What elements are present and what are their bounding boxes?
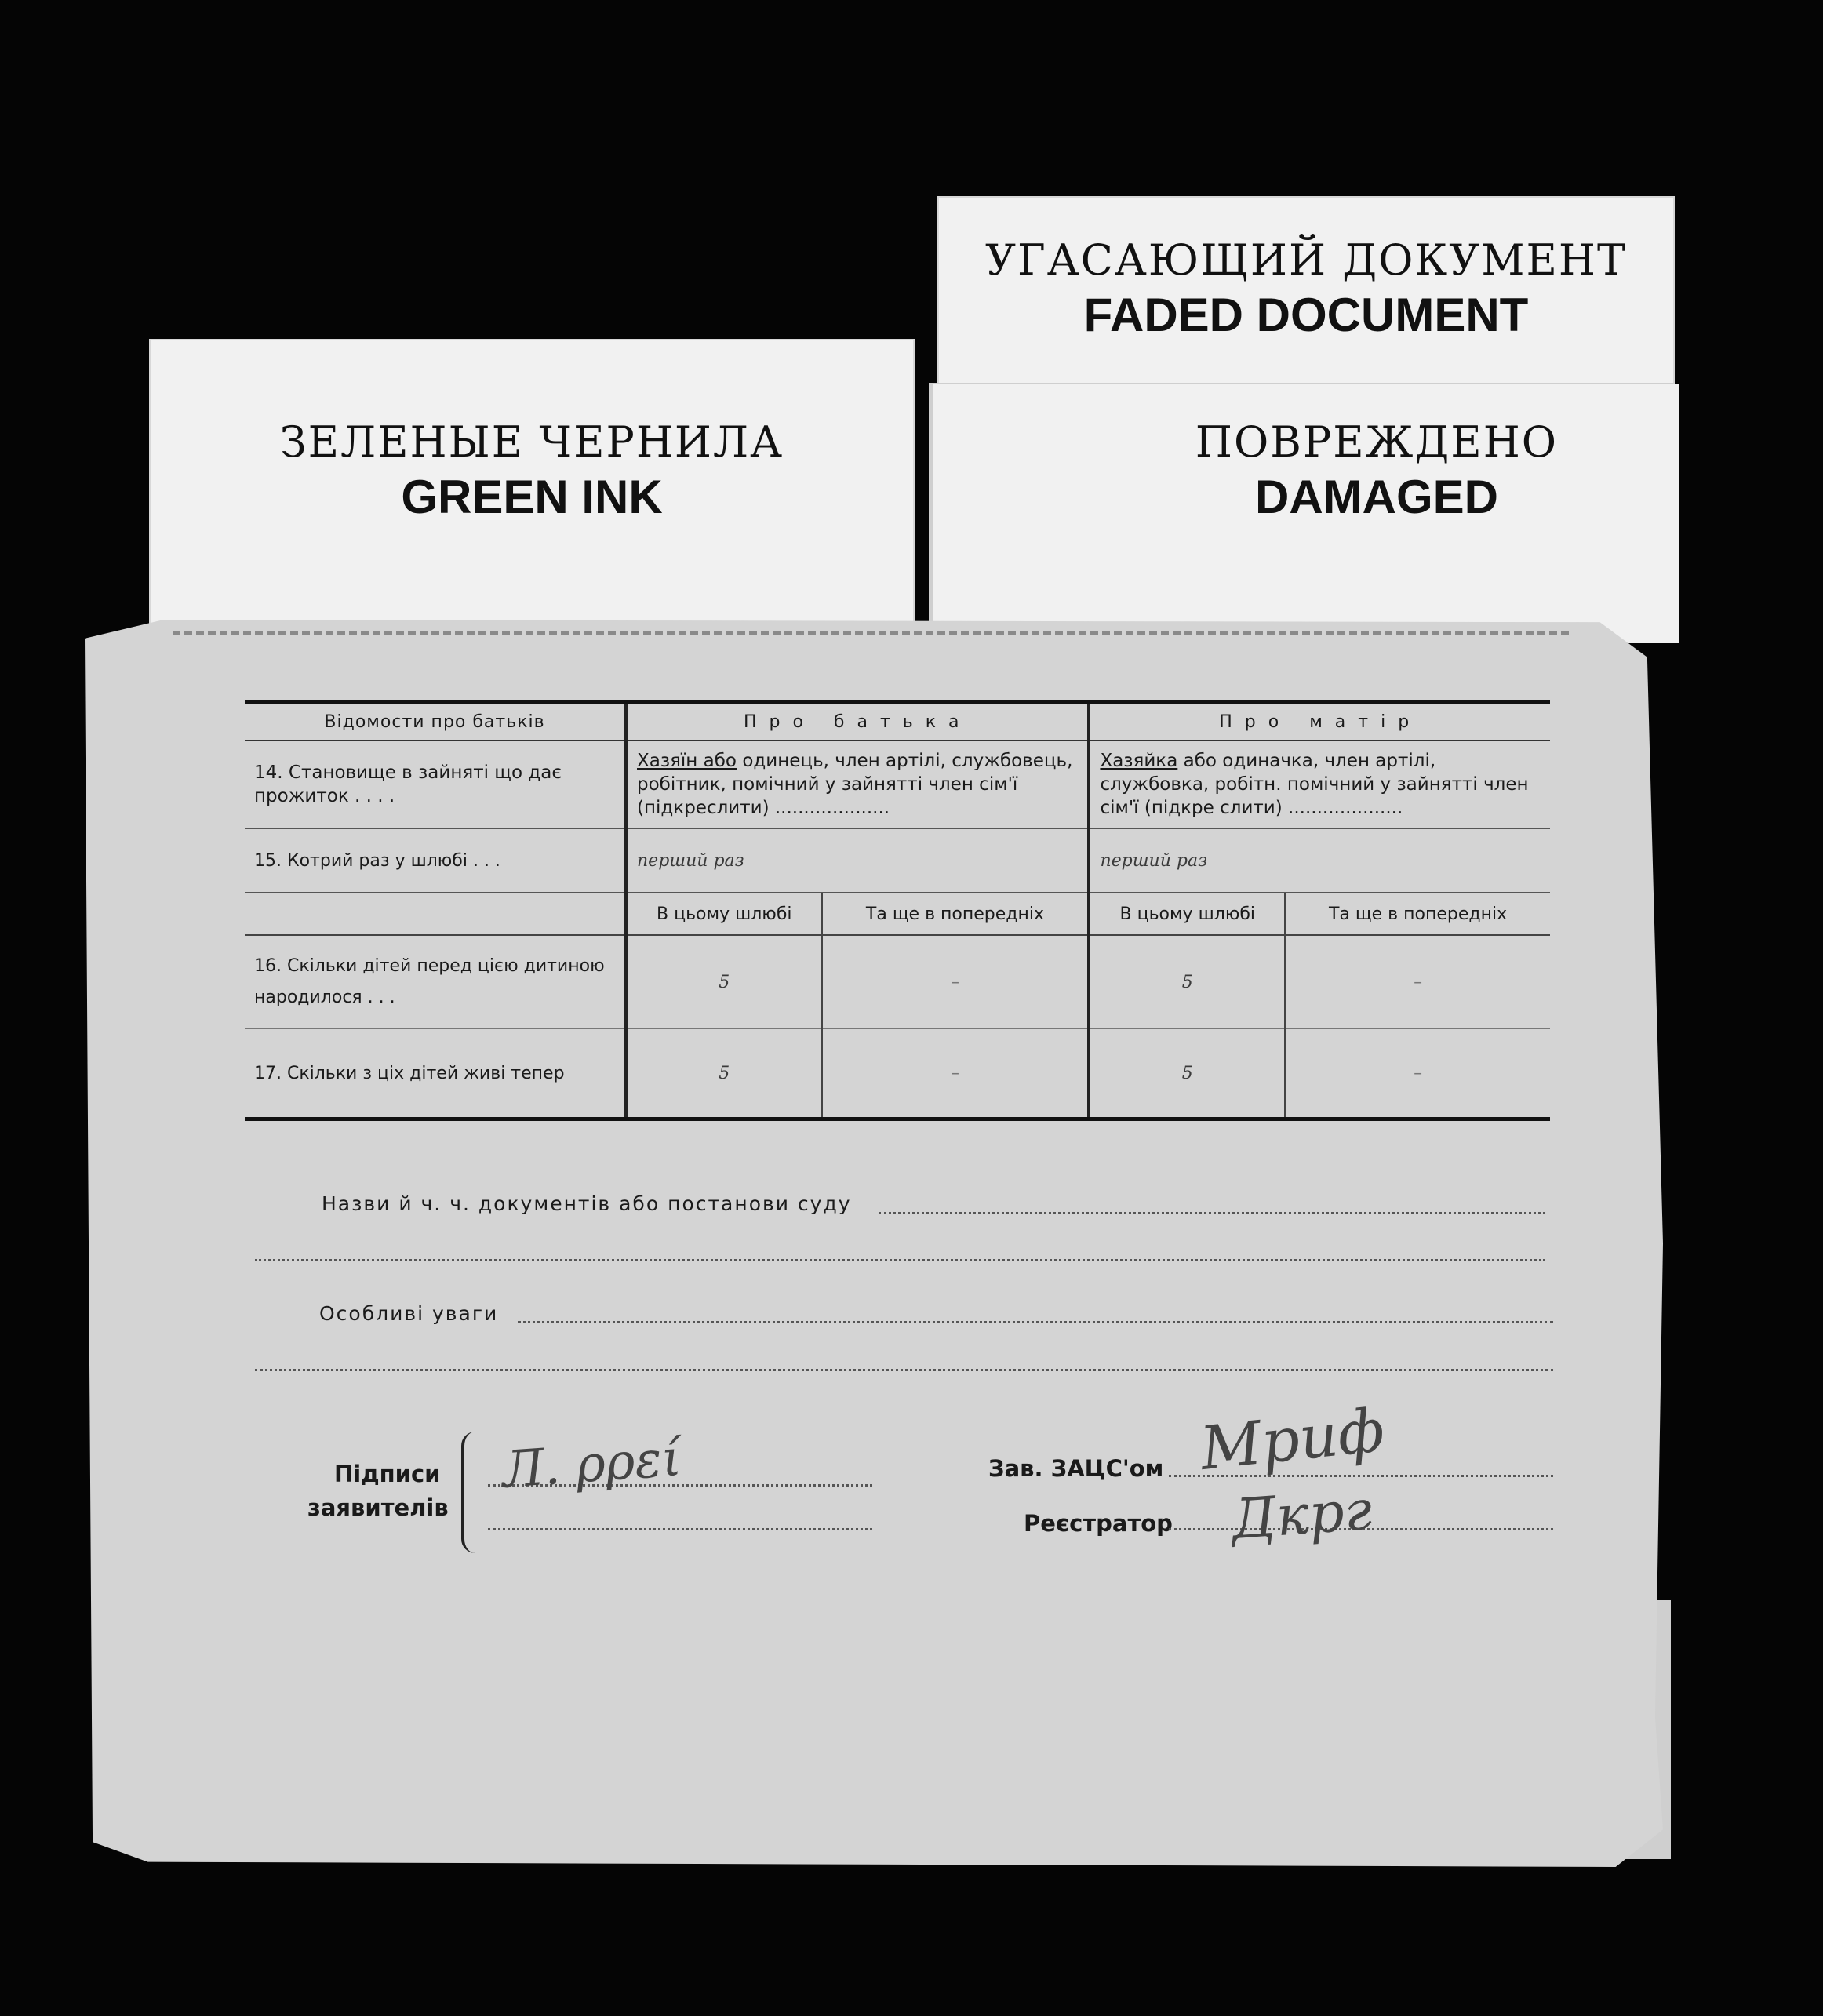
header-father: Про батька [626,702,1089,741]
row-16-father-prev: – [822,935,1090,1029]
notes-line-1 [518,1321,1553,1323]
subheader-father-this: В цьому шлюбі [626,893,822,935]
applicant-signature-line-2 [488,1528,872,1530]
table-header-row [245,702,1550,741]
notes-label: Особливі уваги [319,1302,499,1325]
row-14-father [626,741,1089,828]
damaged-flag [933,384,1679,643]
row-14-father-text: одинець, член артілі, службовець, робітник, помічний у зайнятті член сім'ї (підкреслити) .................... [637,751,1073,818]
documents-line-1 [879,1212,1545,1214]
row-14-label: 14. Становище в зайняті що дає прожиток . . . . [245,741,626,828]
subheader-mother-this: В цьому шлюбі [1089,893,1285,935]
parents-info-form [245,700,1550,1121]
damaged-en: DAMAGED [1255,471,1498,523]
row-14-mother-underlined: Хазяйка [1100,751,1178,771]
green-ink-flag [149,339,915,629]
head-of-registry-label: Зав. ЗАЦС'ом [988,1455,1164,1482]
row-16 [245,935,1550,1029]
row-15 [245,828,1550,893]
header-mother: Про матір [1089,702,1550,741]
header-parents-info: Відомости про батьків [245,702,626,741]
damaged-ru: ПОВРЕЖДЕНО [1195,417,1559,467]
green-ink-ru: ЗЕЛЕНЫЕ ЧЕРНИЛА [280,417,784,467]
parents-table [245,700,1550,1121]
perforation-line [173,631,1569,635]
row-17-father-this: 5 [626,1029,822,1119]
row-14-mother-text: або одиначка, член артілі, службовка, робітн. помічний у зайнятті член сім'ї (підкре слити) .................... [1100,751,1529,818]
row-15-father-handwritten: перший раз [626,828,1089,893]
faded-document-ru: УГАСАЮЩИЙ ДОКУМЕНТ [984,235,1628,285]
subheader-father-prev: Та ще в попередніх [822,893,1090,935]
row-14 [245,741,1550,828]
green-ink-en: GREEN INK [401,471,663,523]
row-17 [245,1029,1550,1119]
signatures-label-1: Підписи [334,1461,441,1487]
head-signature: Мриф [1196,1394,1388,1484]
registrar-label: Реєстратор [1024,1510,1173,1537]
row-17-mother-prev: – [1285,1029,1550,1119]
row-17-label: 17. Скільки з ціх дітей живі тепер [245,1029,626,1119]
row-16-mother-prev: – [1285,935,1550,1029]
notes-line-2 [255,1369,1553,1371]
row-16-father-this: 5 [626,935,822,1029]
row-17-father-prev: – [822,1029,1090,1119]
documents-label: Назви й ч. ч. документів або постанови суду [322,1192,852,1215]
row-16-mother-this: 5 [1089,935,1285,1029]
subheader-blank [245,893,626,935]
registrar-signature: Дкрг [1229,1477,1374,1552]
row-17-mother-this: 5 [1089,1029,1285,1119]
faded-document-en: FADED DOCUMENT [1083,289,1529,341]
applicant-signature: Л. ρρεί [500,1429,684,1500]
row-14-father-underlined: Хазяїн або [637,751,737,771]
row-15-label: 15. Котрий раз у шлюбі . . . [245,828,626,893]
row-14-mother [1089,741,1550,828]
signatures-brace [461,1432,478,1553]
documents-line-2 [255,1259,1545,1261]
subheader-row [245,893,1550,935]
row-16-label: 16. Скільки дітей перед цією дитиною народилося . . . [245,935,626,1029]
signatures-label-2: заявителів [307,1494,449,1521]
row-15-mother-handwritten: перший раз [1089,828,1550,893]
subheader-mother-prev: Та ще в попередніх [1285,893,1550,935]
